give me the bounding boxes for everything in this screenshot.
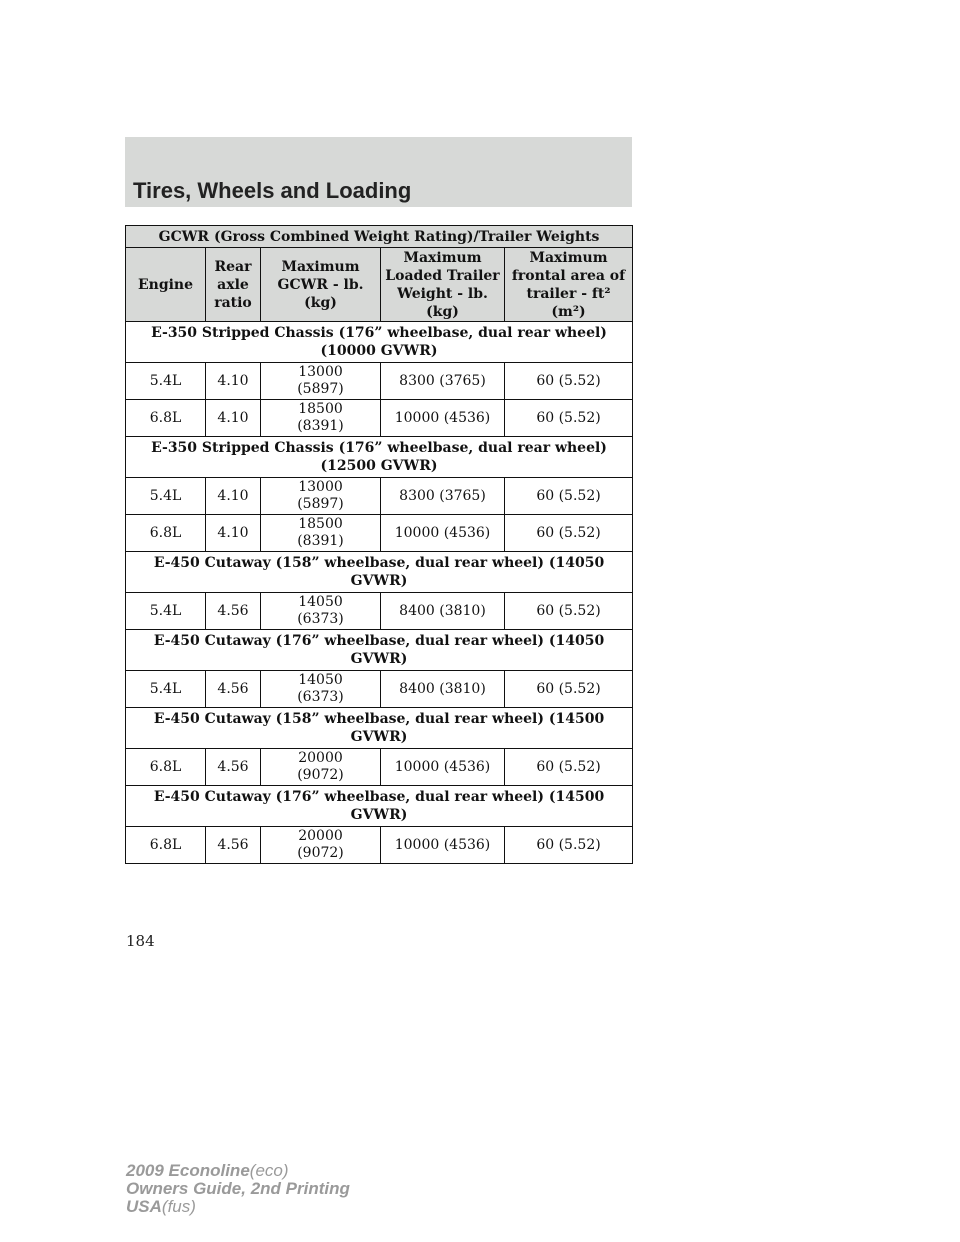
table-body bbox=[126, 322, 633, 864]
cell-max-trailer-weight: 10000 (4536) bbox=[381, 400, 505, 437]
cell-max-gcwr-lb: 18500 bbox=[298, 516, 343, 532]
column-header-max-gcwr bbox=[261, 248, 381, 322]
footer-model-name: 2009 Econoline bbox=[126, 1161, 250, 1180]
cell-max-gcwr-kg: (6373) bbox=[297, 689, 344, 705]
column-header-engine-label: Engine bbox=[137, 276, 194, 293]
cell-engine: 6.8L bbox=[126, 400, 206, 437]
cell-max-gcwr-kg: (5897) bbox=[297, 496, 344, 512]
footer-line-market bbox=[126, 1198, 350, 1216]
cell-max-gcwr-lb: 20000 bbox=[298, 828, 343, 844]
cell-max-gcwr bbox=[261, 593, 381, 630]
column-header-rear-axle-ratio bbox=[206, 248, 261, 322]
cell-axle-ratio: 4.56 bbox=[206, 827, 261, 864]
group-header-row bbox=[126, 630, 633, 671]
table-row bbox=[126, 515, 633, 552]
cell-max-frontal-area: 60 (5.52) bbox=[505, 363, 633, 400]
group-header-row bbox=[126, 552, 633, 593]
cell-axle-ratio: 4.56 bbox=[206, 593, 261, 630]
cell-max-trailer-weight: 8400 (3810) bbox=[381, 671, 505, 708]
cell-max-trailer-weight: 8300 (3765) bbox=[381, 363, 505, 400]
cell-max-gcwr bbox=[261, 363, 381, 400]
footer-model-code: (eco) bbox=[249, 1161, 289, 1180]
cell-axle-ratio: 4.10 bbox=[206, 363, 261, 400]
cell-axle-ratio: 4.56 bbox=[206, 749, 261, 786]
cell-engine: 5.4L bbox=[126, 478, 206, 515]
cell-max-frontal-area: 60 (5.52) bbox=[505, 671, 633, 708]
group-title: E-350 Stripped Chassis (176” wheelbase, dual rear wheel) (12500 GVWR) bbox=[126, 437, 633, 478]
group-title: E-450 Cutaway (176” wheelbase, dual rear wheel) (14050 GVWR) bbox=[126, 630, 633, 671]
group-title: E-350 Stripped Chassis (176” wheelbase, dual rear wheel) (10000 GVWR) bbox=[126, 322, 633, 363]
cell-max-frontal-area: 60 (5.52) bbox=[505, 515, 633, 552]
page-number: 184 bbox=[126, 932, 155, 950]
section-title: Tires, Wheels and Loading bbox=[133, 178, 412, 203]
table-header-row bbox=[126, 248, 633, 322]
cell-max-trailer-weight: 10000 (4536) bbox=[381, 749, 505, 786]
cell-max-gcwr-kg: (6373) bbox=[297, 611, 344, 627]
cell-max-gcwr-lb: 13000 bbox=[298, 364, 343, 380]
cell-max-trailer-weight: 10000 (4536) bbox=[381, 515, 505, 552]
footer-line-guide bbox=[126, 1180, 350, 1198]
cell-max-gcwr bbox=[261, 827, 381, 864]
cell-max-gcwr-kg: (9072) bbox=[297, 767, 344, 783]
group-title: E-450 Cutaway (158” wheelbase, dual rear wheel) (14050 GVWR) bbox=[126, 552, 633, 593]
cell-max-gcwr-kg: (9072) bbox=[297, 845, 344, 861]
cell-max-gcwr-kg: (5897) bbox=[297, 381, 344, 397]
cell-axle-ratio: 4.10 bbox=[206, 478, 261, 515]
cell-max-gcwr-lb: 14050 bbox=[298, 672, 343, 688]
footer-market-name: USA bbox=[126, 1197, 162, 1216]
cell-engine: 5.4L bbox=[126, 671, 206, 708]
group-header-row bbox=[126, 437, 633, 478]
cell-max-gcwr-lb: 18500 bbox=[298, 401, 343, 417]
footer-market-code: (fus) bbox=[161, 1197, 196, 1216]
cell-engine: 5.4L bbox=[126, 363, 206, 400]
table-row bbox=[126, 478, 633, 515]
cell-max-gcwr-lb: 14050 bbox=[298, 594, 343, 610]
table-title-row bbox=[126, 226, 633, 248]
group-header-row bbox=[126, 322, 633, 363]
cell-engine: 6.8L bbox=[126, 515, 206, 552]
cell-max-frontal-area: 60 (5.52) bbox=[505, 478, 633, 515]
gcwr-table bbox=[125, 225, 633, 864]
cell-max-frontal-area: 60 (5.52) bbox=[505, 827, 633, 864]
group-header-row bbox=[126, 786, 633, 827]
group-title: E-450 Cutaway (158” wheelbase, dual rear wheel) (14500 GVWR) bbox=[126, 708, 633, 749]
cell-engine: 6.8L bbox=[126, 827, 206, 864]
cell-max-frontal-area: 60 (5.52) bbox=[505, 400, 633, 437]
cell-axle-ratio: 4.10 bbox=[206, 515, 261, 552]
column-header-max-frontal-area bbox=[505, 248, 633, 322]
table-row bbox=[126, 827, 633, 864]
cell-max-gcwr bbox=[261, 671, 381, 708]
cell-engine: 5.4L bbox=[126, 593, 206, 630]
cell-engine: 6.8L bbox=[126, 749, 206, 786]
cell-max-trailer-weight: 8400 (3810) bbox=[381, 593, 505, 630]
table-row bbox=[126, 593, 633, 630]
column-header-max-trailer-weight bbox=[381, 248, 505, 322]
table-row bbox=[126, 671, 633, 708]
cell-max-gcwr bbox=[261, 515, 381, 552]
column-header-max-trailer-weight-label: Maximum Loaded Trailer Weight - lb. (kg) bbox=[385, 249, 500, 320]
footer-line-model bbox=[126, 1162, 350, 1180]
cell-max-frontal-area: 60 (5.52) bbox=[505, 593, 633, 630]
cell-max-trailer-weight: 8300 (3765) bbox=[381, 478, 505, 515]
cell-max-gcwr-lb: 20000 bbox=[298, 750, 343, 766]
column-header-rear-axle-ratio-label: Rear axle ratio bbox=[214, 258, 252, 311]
column-header-engine bbox=[126, 248, 206, 322]
table-title: GCWR (Gross Combined Weight Rating)/Trailer Weights bbox=[126, 226, 633, 248]
footer bbox=[126, 1162, 350, 1216]
column-header-max-gcwr-label: Maximum GCWR - lb. (kg) bbox=[277, 258, 364, 311]
cell-max-gcwr-lb: 13000 bbox=[298, 479, 343, 495]
table-row bbox=[126, 363, 633, 400]
group-header-row bbox=[126, 708, 633, 749]
cell-max-gcwr bbox=[261, 478, 381, 515]
table-row bbox=[126, 400, 633, 437]
cell-max-frontal-area: 60 (5.52) bbox=[505, 749, 633, 786]
cell-max-trailer-weight: 10000 (4536) bbox=[381, 827, 505, 864]
cell-max-gcwr bbox=[261, 749, 381, 786]
footer-guide-title: Owners Guide, 2nd Printing bbox=[126, 1179, 350, 1198]
column-header-max-frontal-area-label: Maximum frontal area of trailer - ft² (m²) bbox=[511, 249, 626, 320]
group-title: E-450 Cutaway (176” wheelbase, dual rear wheel) (14500 GVWR) bbox=[126, 786, 633, 827]
cell-axle-ratio: 4.56 bbox=[206, 671, 261, 708]
cell-max-gcwr-kg: (8391) bbox=[297, 418, 344, 434]
cell-max-gcwr-kg: (8391) bbox=[297, 533, 344, 549]
cell-axle-ratio: 4.10 bbox=[206, 400, 261, 437]
cell-max-gcwr bbox=[261, 400, 381, 437]
table-row bbox=[126, 749, 633, 786]
